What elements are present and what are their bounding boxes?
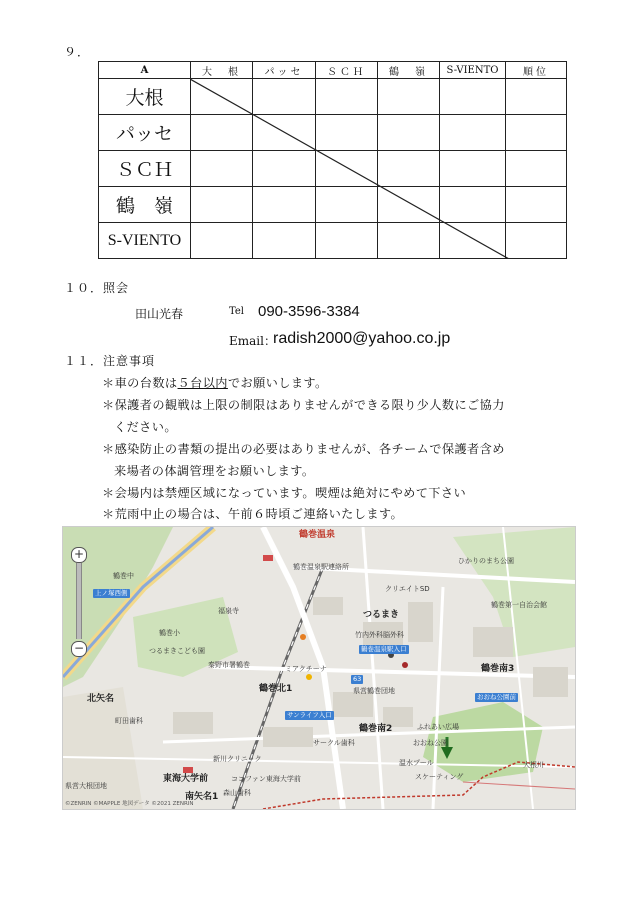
league-col-header: 鶴 嶺 xyxy=(378,62,440,79)
map-zoom-control[interactable] xyxy=(71,547,85,655)
map-label: サークル歯科 xyxy=(313,739,355,747)
league-cell xyxy=(506,79,567,115)
league-cell xyxy=(378,151,440,187)
league-row-header: パッセ xyxy=(99,115,191,151)
league-table-row xyxy=(99,115,567,151)
map-label: 県営大根団地 xyxy=(65,782,107,790)
map-label: 温水プール xyxy=(399,759,434,767)
league-col-header: S-VIENTO xyxy=(440,62,506,79)
map-label: 鶴巻南3 xyxy=(481,664,515,674)
map-label: 上ノ塚西側 xyxy=(95,589,128,597)
map-label: 森山歯科 xyxy=(223,789,251,797)
note-spectators-line2: ください。 xyxy=(114,420,177,434)
map-label: 秦野市署鶴巻 xyxy=(208,661,250,669)
contact-name: 田山光春 xyxy=(135,307,184,321)
league-table-row xyxy=(99,79,567,115)
section-10-heading: １０．照会 xyxy=(64,281,130,295)
zoom-slider-rail[interactable] xyxy=(76,563,82,639)
map-label: 町田歯科 xyxy=(115,717,143,725)
league-cell xyxy=(378,223,440,259)
league-table-row xyxy=(99,151,567,187)
league-cell xyxy=(316,115,378,151)
note-car-limit xyxy=(102,372,328,394)
league-table-row xyxy=(99,187,567,223)
league-cell xyxy=(506,223,567,259)
league-cell xyxy=(316,79,378,115)
league-cell xyxy=(378,79,440,115)
map-label: 鶴巻南2 xyxy=(359,724,393,734)
league-table-row xyxy=(99,223,567,259)
league-cell xyxy=(253,79,316,115)
map-label: つるまきこども園 xyxy=(149,647,205,655)
tel-number: 090-3596-3384 xyxy=(258,303,360,320)
map-label: 鶴巻温泉駅入口 xyxy=(361,645,407,653)
league-cell xyxy=(253,115,316,151)
league-cell xyxy=(191,187,253,223)
map-label: おおね公園 xyxy=(413,739,448,747)
league-cell xyxy=(440,79,506,115)
map-label: 鶴巻北1 xyxy=(259,684,293,694)
map-copyright: ©ZENRIN ©MAPPLE 地図データ ©2021 ZENRIN xyxy=(65,801,194,807)
map-label: 大根川 xyxy=(523,761,544,769)
zoom-in-button[interactable]: + xyxy=(71,547,87,563)
map-label: スケーティング xyxy=(415,773,464,781)
tel-label: Tel xyxy=(229,306,245,317)
note-no-smoking: ＊会場内は禁煙区域になっています。喫煙は絶対にやめて下さい xyxy=(102,486,467,500)
map-label: 県営鶴巻団地 xyxy=(353,687,395,695)
league-cell xyxy=(506,115,567,151)
league-col-header: 大 根 xyxy=(191,62,253,79)
league-cell xyxy=(191,223,253,259)
league-cell xyxy=(440,115,506,151)
league-col-header: パッセ xyxy=(253,62,316,79)
email-label: Email： xyxy=(229,334,276,348)
league-row-header: S-VIENTO xyxy=(99,223,191,259)
venue-map[interactable] xyxy=(62,526,576,810)
league-cell xyxy=(506,187,567,223)
map-label: ひかりのまち公園 xyxy=(458,557,514,565)
map-label: 鶴巻温泉 xyxy=(299,530,336,540)
map-label: 福泉寺 xyxy=(218,607,239,615)
league-cell xyxy=(253,187,316,223)
map-label: 竹内外科脳外科 xyxy=(355,631,404,639)
league-col-header: 順位 xyxy=(506,62,567,79)
league-table xyxy=(98,61,567,259)
league-table-corner: A xyxy=(99,62,191,79)
map-label: つるまき xyxy=(363,610,400,620)
map-label: 新川クリニック xyxy=(213,755,262,763)
league-cell xyxy=(378,115,440,151)
section-9-number: ９． xyxy=(64,45,91,59)
league-cell xyxy=(316,187,378,223)
map-label: 東海大学前 xyxy=(163,774,209,784)
league-cell xyxy=(191,115,253,151)
map-label: 鶴巻温泉駅連絡所 xyxy=(293,563,349,571)
league-cell xyxy=(440,151,506,187)
note-infection-line1: ＊感染防止の書類の提出の必要はありませんが、各チームで保護者含め xyxy=(102,442,505,456)
league-col-header: ＳＣＨ xyxy=(316,62,378,79)
league-cell xyxy=(253,223,316,259)
league-cell xyxy=(253,151,316,187)
league-row-header: ＳＣＨ xyxy=(99,151,191,187)
map-label: 鶴巻第一自治会館 xyxy=(491,601,547,609)
note-rain-cancel: ＊荒雨中止の場合は、午前６時頃ご連絡いたします。 xyxy=(102,507,404,521)
league-cell xyxy=(316,223,378,259)
note-car-limit-post: でお願いします。 xyxy=(227,376,328,390)
map-label: 北矢名 xyxy=(87,694,115,704)
map-label: ふれあい広場 xyxy=(417,723,459,731)
league-cell xyxy=(191,151,253,187)
map-label: 鶴巻中 xyxy=(113,572,134,580)
note-spectators-line1: ＊保護者の観戦は上限の制限はありませんができる限り少人数にご協力 xyxy=(102,398,505,412)
map-label: ミアクチーナ xyxy=(285,665,327,673)
map-label: サンライフ入口 xyxy=(287,711,332,719)
map-label: クリエイトSD xyxy=(385,585,430,593)
map-label: 63 xyxy=(353,675,362,683)
league-table-header-row xyxy=(99,62,567,79)
map-label: 南矢名1 xyxy=(185,792,219,802)
league-row-header: 鶴 嶺 xyxy=(99,187,191,223)
league-cell xyxy=(316,151,378,187)
map-label: 鶴巻小 xyxy=(159,629,180,637)
league-row-header: 大根 xyxy=(99,79,191,115)
map-label: ココファン東海大学前 xyxy=(231,775,301,783)
note-car-limit-pre: ＊車の台数は xyxy=(102,376,178,390)
section-11-heading: １１．注意事項 xyxy=(64,354,156,368)
map-label: おおね公園前 xyxy=(477,693,516,701)
league-cell xyxy=(506,151,567,187)
league-cell xyxy=(440,187,506,223)
note-infection-line2: 来場者の体調管理をお願いします。 xyxy=(114,464,315,478)
zoom-out-button[interactable]: − xyxy=(71,641,87,657)
league-cell xyxy=(440,223,506,259)
note-car-limit-underlined: ５台以内 xyxy=(177,376,228,390)
league-cell xyxy=(378,187,440,223)
email-address[interactable]: radish2000@yahoo.co.jp xyxy=(273,330,451,347)
league-cell xyxy=(191,79,253,115)
